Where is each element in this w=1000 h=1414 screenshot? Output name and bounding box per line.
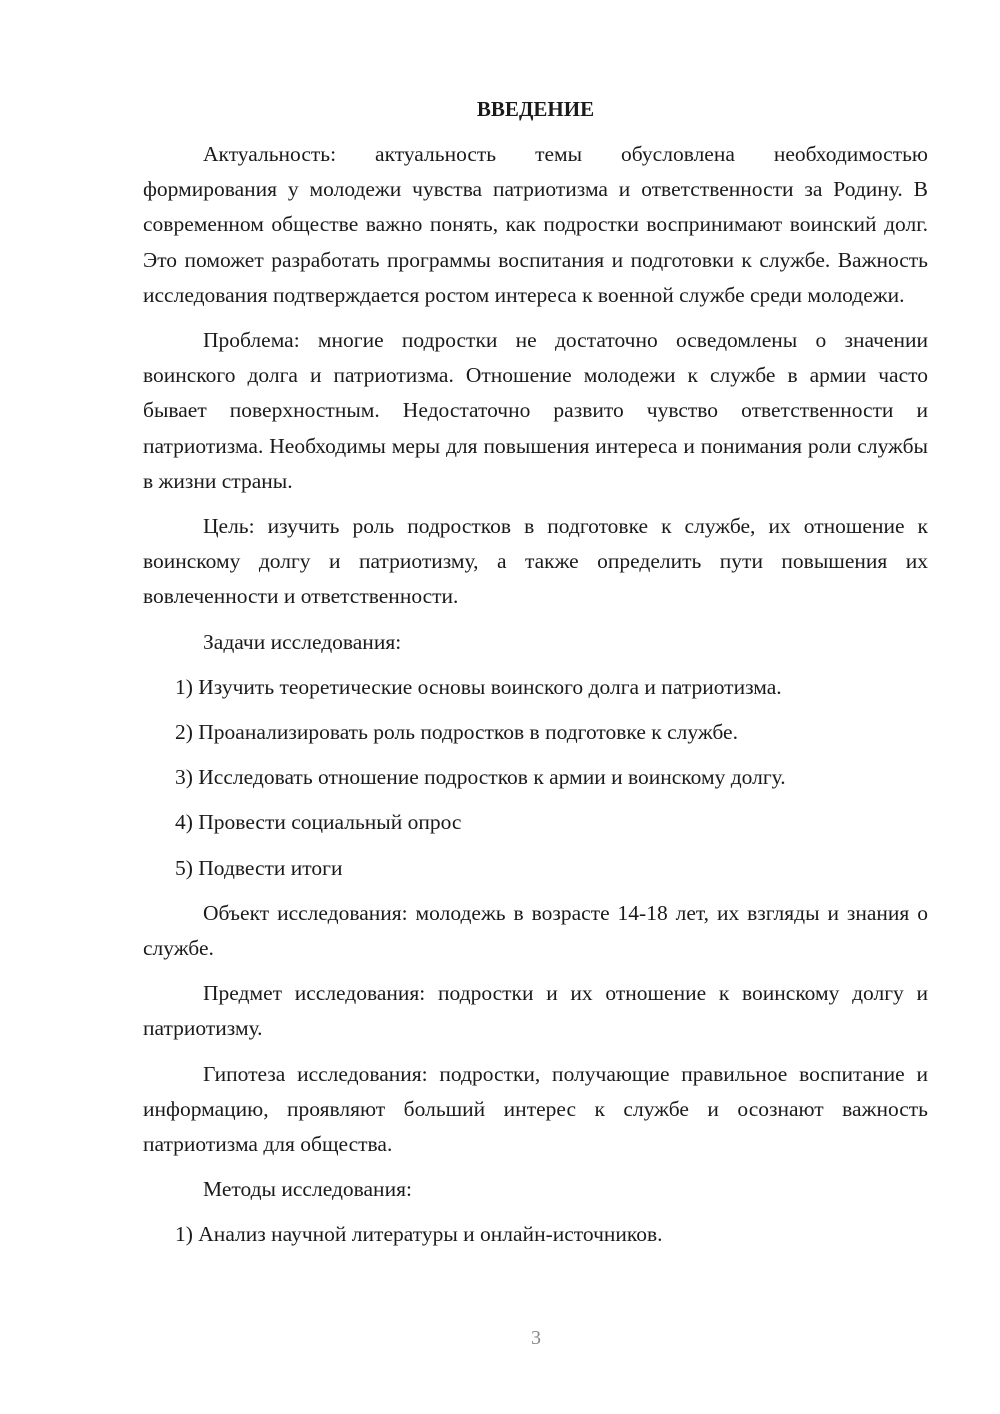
section-title: ВВЕДЕНИЕ	[476, 97, 595, 121]
paragraph-object: Объект исследования: молодежь в возрасте 14-18 лет, их взгляды и знания о службе.	[143, 900, 928, 961]
paragraph-relevance: Актуальность: актуальность темы обусловлена необходимостью формирования у молодежи чувства патриотизма и ответственности за Родину. В современном обществе важно понять, как подростки воспринимают воинский долг. Это поможет разработать программы воспитания и подготовки к службе. Важность исследования подтверждается ростом интереса к военной службе среди молодежи.	[143, 142, 928, 307]
methods-list	[143, 1217, 928, 1252]
paragraph-hypothesis: Гипотеза исследования: подростки, получающие правильное воспитание и информацию, проявляют больший интерес к службе и осознают важность патриотизма для общества.	[143, 1061, 928, 1157]
methods-heading: Методы исследования:	[203, 1177, 412, 1202]
page-number: 3	[531, 1327, 541, 1349]
task-item-3: 3) Исследовать отношение подростков к армии и воинскому долгу.	[175, 765, 786, 790]
document-page	[143, 92, 928, 1263]
paragraph-problem: Проблема: многие подростки не достаточно осведомлены о значении воинского долга и патриотизма. Отношение молодежи к службе в армии часто бывает поверхностным. Недостаточно развито чувство ответственности и патриотизма. Необходимы меры для повышения интереса и понимания роли службы в жизни страны.	[143, 328, 928, 493]
task-item-1: 1) Изучить теоретические основы воинского долга и патриотизма.	[175, 674, 782, 699]
task-item-4: 4) Провести социальный опрос	[175, 810, 462, 835]
paragraph-subject: Предмет исследования: подростки и их отношение к воинскому долгу и патриотизму.	[143, 981, 928, 1041]
tasks-heading: Задачи исследования:	[203, 629, 402, 654]
tasks-list	[143, 670, 928, 886]
task-item-2: 2) Проанализировать роль подростков в подготовке к службе.	[175, 720, 738, 745]
task-item-5: 5) Подвести итоги	[175, 855, 343, 880]
method-item-1: 1) Анализ научной литературы и онлайн-источников.	[175, 1222, 663, 1247]
paragraph-goal: Цель: изучить роль подростков в подготовке к службе, их отношение к воинскому долгу и патриотизму, а также определить пути повышения их вовлеченности и ответственности.	[143, 514, 928, 609]
